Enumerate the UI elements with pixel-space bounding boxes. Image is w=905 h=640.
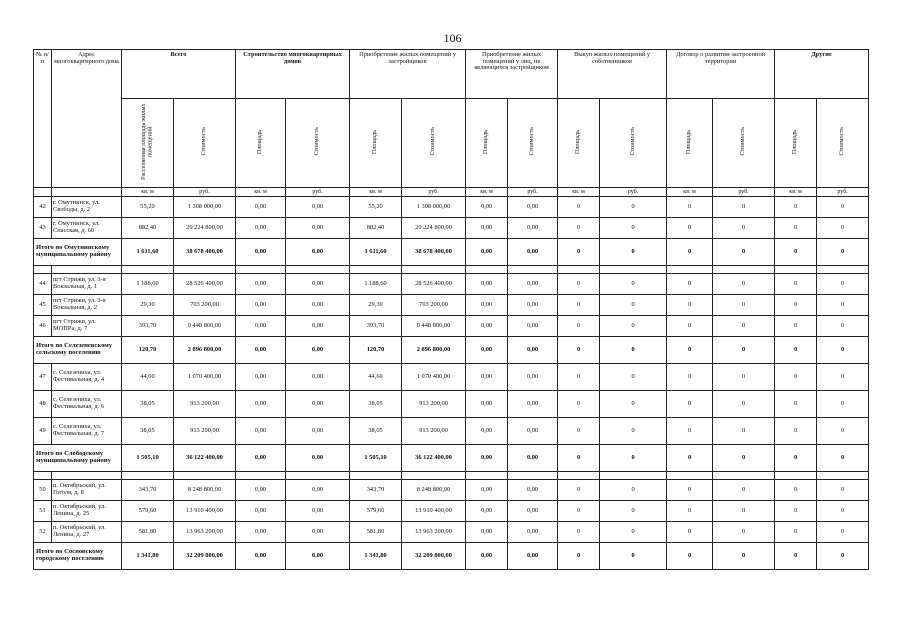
value-cell-o-cost: 0 [817,316,869,337]
subtotal-row [34,445,869,472]
value-cell-n-cost: 0,00 [508,501,558,522]
value-cell-o-cost: 0 [817,295,869,316]
subtotal-row [34,543,869,570]
value-cell-total-cost: 1 308 000,00 [174,197,236,218]
value-cell-b-area: 0 [558,239,600,266]
value-cell-c-cost: 0,00 [286,364,350,391]
value-cell-o-cost: 0 [817,274,869,295]
unit-rub: руб. [286,188,350,197]
value-cell-t-cost: 0 [713,295,775,316]
value-cell-t-cost: 0 [713,391,775,418]
resettlement-table [33,49,869,570]
subheader-cost: Стоимость [817,99,869,188]
value-cell-o-cost: 0 [817,364,869,391]
address-cell: г. Омутнинск, ул. Свободы, д. 2 [52,197,122,218]
value-cell-n-area: 0,00 [466,316,508,337]
value-cell-b-area: 0 [558,480,600,501]
value-cell-c-area: 0,00 [236,501,286,522]
row-number: 50 [34,480,52,501]
value-cell-n-cost: 0,00 [508,364,558,391]
value-cell-n-cost: 0,00 [508,274,558,295]
value-cell-total-cost: 38 678 400,00 [174,239,236,266]
value-cell-t-cost: 0 [713,316,775,337]
value-cell-n-cost: 0,00 [508,543,558,570]
value-cell-t-cost: 0 [713,445,775,472]
value-cell-c-cost: 0,00 [286,543,350,570]
table-row [34,522,869,543]
value-cell-o-area: 0 [775,218,817,239]
value-cell-o-area: 0 [775,364,817,391]
value-cell-total-area: 579,60 [122,501,174,522]
value-cell-o-cost: 0 [817,480,869,501]
value-cell-b-area: 0 [558,364,600,391]
value-cell-n-area: 0,00 [466,522,508,543]
value-cell-d-area: 1 505,10 [350,445,402,472]
row-number: 48 [34,391,52,418]
row-number: 42 [34,197,52,218]
value-cell-b-cost: 0 [600,218,667,239]
table-row [34,480,869,501]
value-cell-d-cost: 32 209 800,00 [402,543,466,570]
value-cell-b-cost: 0 [600,364,667,391]
value-cell-t-cost: 0 [713,364,775,391]
spacer-row [34,472,869,480]
value-cell-t-cost: 0 [713,218,775,239]
subheader-area: Площадь [558,99,600,188]
value-cell-t-cost: 0 [713,418,775,445]
value-cell-o-cost: 0 [817,522,869,543]
table-row [34,316,869,337]
value-cell-d-area: 55,20 [350,197,402,218]
value-cell-total-cost: 13 910 400,00 [174,501,236,522]
value-cell-b-cost: 0 [600,295,667,316]
header-no: № п/п [34,50,52,188]
table-row [34,218,869,239]
units-row [34,188,869,197]
row-number: 49 [34,418,52,445]
value-cell-o-area: 0 [775,418,817,445]
value-cell-o-area: 0 [775,316,817,337]
value-cell-b-area: 0 [558,316,600,337]
value-cell-o-area: 0 [775,480,817,501]
value-cell-o-area: 0 [775,239,817,266]
value-cell-total-area: 38,05 [122,391,174,418]
value-cell-total-area: 120,70 [122,337,174,364]
value-cell-c-area: 0,00 [236,364,286,391]
value-cell-o-cost: 0 [817,445,869,472]
value-cell-b-cost: 0 [600,480,667,501]
value-cell-total-area: 343,70 [122,480,174,501]
value-cell-n-area: 0,00 [466,274,508,295]
value-cell-c-cost: 0,00 [286,501,350,522]
subtotal-label: Итого по Селезеневскому сельскому поселению [34,337,122,364]
value-cell-n-area: 0,00 [466,445,508,472]
value-cell-d-cost: 1 308 000,00 [402,197,466,218]
table-row [34,274,869,295]
value-cell-c-cost: 0,00 [286,218,350,239]
address-cell: с. Селезениха, ул. Фестивальная, д. 4 [52,364,122,391]
value-cell-n-cost: 0,00 [508,337,558,364]
value-cell-n-area: 0,00 [466,543,508,570]
value-cell-t-area: 0 [667,418,713,445]
address-cell: п. Октябрьский, ул. Ленина, д. 25 [52,501,122,522]
value-cell-d-area: 29,30 [350,295,402,316]
value-cell-n-cost: 0,00 [508,418,558,445]
value-cell-n-cost: 0,00 [508,239,558,266]
value-cell-b-cost: 0 [600,418,667,445]
value-cell-d-cost: 1 070 400,00 [402,364,466,391]
value-cell-total-area: 1 505,10 [122,445,174,472]
row-number: 52 [34,522,52,543]
value-cell-t-cost: 0 [713,480,775,501]
value-cell-n-area: 0,00 [466,295,508,316]
value-cell-n-area: 0,00 [466,218,508,239]
value-cell-c-cost: 0,00 [286,391,350,418]
subtotal-label: Итого по Слободскому муниципальному району [34,445,122,472]
subheader-area: Площадь [350,99,402,188]
unit-sqm: кв. м [558,188,600,197]
value-cell-t-cost: 0 [713,274,775,295]
value-cell-n-cost: 0,00 [508,522,558,543]
unit-rub: руб. [817,188,869,197]
value-cell-b-area: 0 [558,391,600,418]
subheader-area-resettled: Расселяемая площадь жилых помещений [122,99,174,188]
value-cell-n-area: 0,00 [466,197,508,218]
value-cell-t-area: 0 [667,391,713,418]
value-cell-b-cost: 0 [600,337,667,364]
value-cell-d-area: 393,70 [350,316,402,337]
value-cell-d-cost: 9 448 800,00 [402,316,466,337]
value-cell-b-area: 0 [558,218,600,239]
value-cell-o-cost: 0 [817,418,869,445]
row-number: 46 [34,316,52,337]
value-cell-d-cost: 8 248 800,00 [402,480,466,501]
value-cell-b-area: 0 [558,337,600,364]
value-cell-b-cost: 0 [600,445,667,472]
value-cell-t-cost: 0 [713,197,775,218]
value-cell-o-cost: 0 [817,239,869,266]
value-cell-d-area: 343,70 [350,480,402,501]
value-cell-c-cost: 0,00 [286,522,350,543]
value-cell-b-area: 0 [558,522,600,543]
value-cell-o-area: 0 [775,522,817,543]
value-cell-total-area: 38,05 [122,418,174,445]
unit-sqm: кв. м [667,188,713,197]
value-cell-b-cost: 0 [600,391,667,418]
value-cell-n-cost: 0,00 [508,197,558,218]
value-cell-b-cost: 0 [600,522,667,543]
table-row [34,364,869,391]
subtotal-label: Итого по Сосновскому городскому поселению [34,543,122,570]
table-row [34,197,869,218]
table-row [34,295,869,316]
value-cell-b-area: 0 [558,445,600,472]
value-cell-d-cost: 13 963 200,00 [402,522,466,543]
value-cell-d-area: 1 188,60 [350,274,402,295]
table-header [34,50,869,197]
value-cell-c-area: 0,00 [236,391,286,418]
unit-rub: руб. [600,188,667,197]
value-cell-total-cost: 913 200,00 [174,391,236,418]
value-cell-b-cost: 0 [600,197,667,218]
value-cell-total-cost: 8 248 800,00 [174,480,236,501]
value-cell-total-area: 55,20 [122,197,174,218]
unit-rub: руб. [402,188,466,197]
value-cell-b-area: 0 [558,418,600,445]
value-cell-o-cost: 0 [817,391,869,418]
header-buyback: Выкуп жилых помещений у собственников [558,50,667,99]
value-cell-c-cost: 0,00 [286,295,350,316]
value-cell-o-area: 0 [775,543,817,570]
row-number: 51 [34,501,52,522]
address-cell: пгт Стрижи, ул. 3-я Вокзальная, д. 2 [52,295,122,316]
value-cell-n-area: 0,00 [466,480,508,501]
value-cell-b-cost: 0 [600,239,667,266]
header-address: Адрес многоквартирного дома [52,50,122,188]
row-number: 44 [34,274,52,295]
value-cell-d-cost: 13 910 400,00 [402,501,466,522]
subheader-area: Площадь [667,99,713,188]
value-cell-c-area: 0,00 [236,480,286,501]
subtotal-row [34,337,869,364]
value-cell-n-area: 0,00 [466,364,508,391]
header-developer: Приобретение жилых помещений у застройщиков [350,50,466,99]
value-cell-d-cost: 28 526 400,00 [402,274,466,295]
value-cell-t-cost: 0 [713,501,775,522]
value-cell-n-area: 0,00 [466,391,508,418]
header-non-developer: Приобретение жилых помещений у лиц, не являющихся застройщиком [466,50,558,99]
value-cell-d-cost: 36 122 400,00 [402,445,466,472]
unit-rub: руб. [713,188,775,197]
value-cell-t-area: 0 [667,445,713,472]
address-cell: г. Омутнинск, ул. Спасская, д. 60 [52,218,122,239]
value-cell-d-area: 1 341,80 [350,543,402,570]
value-cell-d-area: 1 611,60 [350,239,402,266]
subheader-area: Площадь [236,99,286,188]
value-cell-b-area: 0 [558,274,600,295]
value-cell-c-cost: 0,00 [286,274,350,295]
subheader-area: Площадь [466,99,508,188]
value-cell-b-area: 0 [558,295,600,316]
address-cell: пгт Стрижи, ул. 3-я Вокзальная, д. 1 [52,274,122,295]
page-number: 106 [443,31,462,45]
value-cell-d-area: 38,05 [350,418,402,445]
value-cell-total-cost: 20 224 800,00 [174,218,236,239]
value-cell-c-cost: 0,00 [286,445,350,472]
address-cell: с. Селезениха, ул. Фестивальная, д. 7 [52,418,122,445]
subtotal-label: Итого по Омутнинскому муниципальному району [34,239,122,266]
value-cell-n-area: 0,00 [466,239,508,266]
value-cell-total-area: 393,70 [122,316,174,337]
value-cell-total-area: 581,80 [122,522,174,543]
value-cell-t-cost: 0 [713,239,775,266]
row-number: 43 [34,218,52,239]
value-cell-c-cost: 0,00 [286,316,350,337]
subtotal-row [34,239,869,266]
value-cell-total-cost: 36 122 400,00 [174,445,236,472]
value-cell-d-cost: 38 678 400,00 [402,239,466,266]
value-cell-n-cost: 0,00 [508,480,558,501]
row-number: 47 [34,364,52,391]
value-cell-d-area: 581,80 [350,522,402,543]
value-cell-total-area: 1 188,60 [122,274,174,295]
value-cell-c-cost: 0,00 [286,480,350,501]
value-cell-b-cost: 0 [600,316,667,337]
value-cell-t-area: 0 [667,274,713,295]
address-cell: пгт Стрижи, ул. МОПРа, д. 7 [52,316,122,337]
table-row [34,391,869,418]
unit-rub: руб. [508,188,558,197]
value-cell-t-area: 0 [667,364,713,391]
value-cell-c-area: 0,00 [236,445,286,472]
subheader-cost: Стоимость [600,99,667,188]
value-cell-t-area: 0 [667,197,713,218]
value-cell-o-area: 0 [775,295,817,316]
value-cell-c-cost: 0,00 [286,337,350,364]
value-cell-b-area: 0 [558,501,600,522]
value-cell-b-area: 0 [558,197,600,218]
header-territory: Договор о развитии застроенной территории [667,50,775,99]
value-cell-b-cost: 0 [600,274,667,295]
value-cell-t-area: 0 [667,316,713,337]
value-cell-t-area: 0 [667,543,713,570]
value-cell-total-area: 882,40 [122,218,174,239]
value-cell-total-area: 44,60 [122,364,174,391]
unit-sqm: кв. м [236,188,286,197]
value-cell-n-cost: 0,00 [508,316,558,337]
value-cell-o-cost: 0 [817,218,869,239]
value-cell-c-area: 0,00 [236,218,286,239]
value-cell-t-cost: 0 [713,543,775,570]
subheader-cost: Стоимость [713,99,775,188]
header-other: Другие [775,50,869,99]
address-cell: с. Селезениха, ул. Фестивальная, д. 6 [52,391,122,418]
value-cell-d-area: 882,40 [350,218,402,239]
value-cell-c-area: 0,00 [236,316,286,337]
value-cell-o-area: 0 [775,445,817,472]
unit-sqm: кв. м [466,188,508,197]
value-cell-d-area: 579,60 [350,501,402,522]
value-cell-c-area: 0,00 [236,418,286,445]
value-cell-n-area: 0,00 [466,337,508,364]
value-cell-total-cost: 32 209 800,00 [174,543,236,570]
value-cell-c-cost: 0,00 [286,418,350,445]
subheader-cost: Стоимость [508,99,558,188]
table-row [34,418,869,445]
value-cell-d-cost: 703 200,00 [402,295,466,316]
value-cell-c-area: 0,00 [236,239,286,266]
unit-sqm: кв. м [122,188,174,197]
subheader-area: Площадь [775,99,817,188]
spacer-row [34,266,869,274]
value-cell-n-cost: 0,00 [508,218,558,239]
value-cell-total-area: 1 341,80 [122,543,174,570]
value-cell-o-cost: 0 [817,337,869,364]
value-cell-n-cost: 0,00 [508,445,558,472]
value-cell-c-area: 0,00 [236,543,286,570]
subheader-cost: Стоимость [286,99,350,188]
value-cell-t-area: 0 [667,337,713,364]
value-cell-total-cost: 913 200,00 [174,418,236,445]
table-body [34,197,869,570]
value-cell-d-cost: 20 224 800,00 [402,218,466,239]
value-cell-t-area: 0 [667,522,713,543]
value-cell-n-cost: 0,00 [508,391,558,418]
value-cell-o-area: 0 [775,274,817,295]
value-cell-c-area: 0,00 [236,337,286,364]
value-cell-c-cost: 0,00 [286,239,350,266]
value-cell-t-area: 0 [667,218,713,239]
value-cell-o-area: 0 [775,337,817,364]
value-cell-total-cost: 9 448 800,00 [174,316,236,337]
value-cell-c-area: 0,00 [236,197,286,218]
table-row [34,501,869,522]
value-cell-t-area: 0 [667,480,713,501]
address-cell: п. Октябрьский, ул. Гоголя, д. 8 [52,480,122,501]
value-cell-t-cost: 0 [713,522,775,543]
value-cell-n-cost: 0,00 [508,295,558,316]
value-cell-d-cost: 2 896 800,00 [402,337,466,364]
value-cell-c-area: 0,00 [236,295,286,316]
header-total: Всего [122,50,236,99]
value-cell-d-area: 38,05 [350,391,402,418]
value-cell-total-area: 1 611,60 [122,239,174,266]
value-cell-t-area: 0 [667,501,713,522]
row-number: 45 [34,295,52,316]
unit-sqm: кв. м [775,188,817,197]
value-cell-total-cost: 703 200,00 [174,295,236,316]
value-cell-o-cost: 0 [817,501,869,522]
value-cell-b-cost: 0 [600,543,667,570]
value-cell-total-area: 29,30 [122,295,174,316]
value-cell-t-area: 0 [667,239,713,266]
value-cell-o-area: 0 [775,391,817,418]
value-cell-c-cost: 0,00 [286,197,350,218]
value-cell-d-cost: 913 200,00 [402,391,466,418]
value-cell-b-area: 0 [558,543,600,570]
value-cell-o-cost: 0 [817,197,869,218]
value-cell-n-area: 0,00 [466,418,508,445]
value-cell-c-area: 0,00 [236,274,286,295]
value-cell-d-area: 44,60 [350,364,402,391]
value-cell-o-area: 0 [775,197,817,218]
value-cell-t-area: 0 [667,295,713,316]
header-construction: Строительство многоквартирных домов [236,50,350,99]
value-cell-total-cost: 1 070 400,00 [174,364,236,391]
value-cell-n-area: 0,00 [466,501,508,522]
value-cell-total-cost: 28 526 400,00 [174,274,236,295]
unit-sqm: кв. м [350,188,402,197]
address-cell: п. Октябрьский, ул. Ленина, д. 27 [52,522,122,543]
value-cell-o-area: 0 [775,501,817,522]
unit-rub: руб. [174,188,236,197]
value-cell-t-cost: 0 [713,337,775,364]
subheader-cost: Стоимость [174,99,236,188]
value-cell-d-area: 120,70 [350,337,402,364]
value-cell-b-cost: 0 [600,501,667,522]
value-cell-c-area: 0,00 [236,522,286,543]
subheader-cost: Стоимость [402,99,466,188]
value-cell-o-cost: 0 [817,543,869,570]
value-cell-d-cost: 913 200,00 [402,418,466,445]
value-cell-total-cost: 13 963 200,00 [174,522,236,543]
value-cell-total-cost: 2 896 800,00 [174,337,236,364]
